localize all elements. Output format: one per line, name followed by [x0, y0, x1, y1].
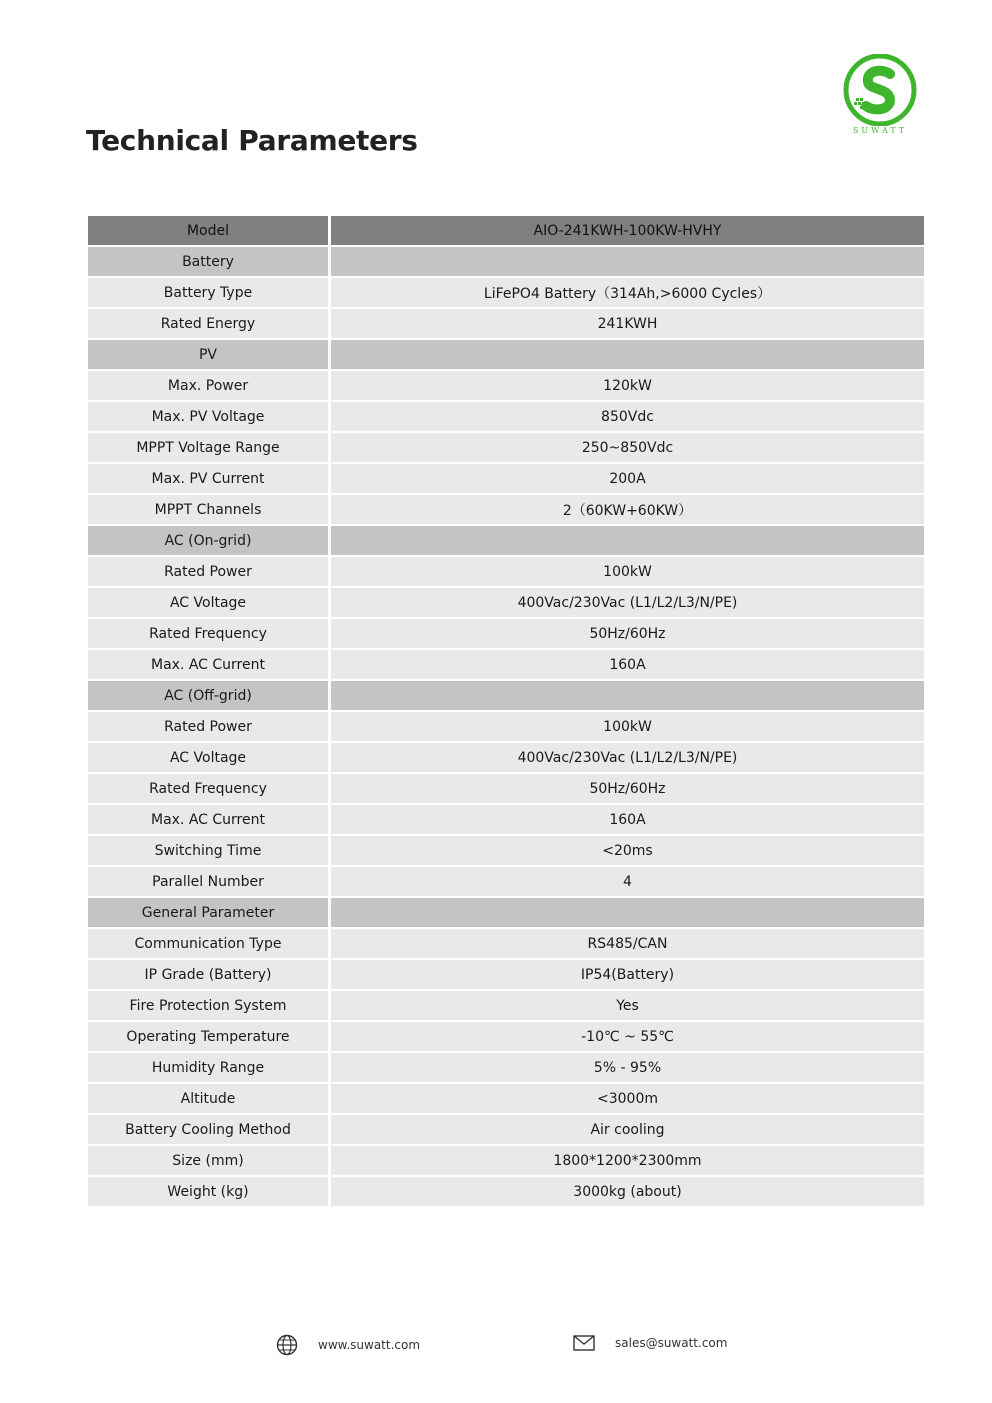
param-value: 50Hz/60Hz	[331, 619, 924, 648]
email-text[interactable]: sales@suwatt.com	[615, 1336, 728, 1350]
table-row	[88, 1084, 924, 1113]
param-label: Communication Type	[88, 929, 331, 958]
param-value: <3000m	[331, 1084, 924, 1113]
table-row	[88, 867, 924, 896]
param-label: MPPT Channels	[88, 495, 331, 524]
param-label: Altitude	[88, 1084, 331, 1113]
param-value	[331, 898, 924, 927]
table-row	[88, 1177, 924, 1206]
param-label: AC Voltage	[88, 743, 331, 772]
param-label: Switching Time	[88, 836, 331, 865]
param-label: Max. PV Current	[88, 464, 331, 493]
table-row	[88, 960, 924, 989]
table-row	[88, 743, 924, 772]
param-value	[331, 340, 924, 369]
table-row	[88, 1115, 924, 1144]
param-value: 50Hz/60Hz	[331, 774, 924, 803]
param-value: 160A	[331, 650, 924, 679]
param-value: Yes	[331, 991, 924, 1020]
param-label: Fire Protection System	[88, 991, 331, 1020]
table-row	[88, 619, 924, 648]
param-value	[331, 247, 924, 276]
param-value: 4	[331, 867, 924, 896]
param-value: 160A	[331, 805, 924, 834]
param-value: <20ms	[331, 836, 924, 865]
param-value: 3000kg (about)	[331, 1177, 924, 1206]
table-row	[88, 805, 924, 834]
table-row	[88, 1146, 924, 1175]
table-row	[88, 1022, 924, 1051]
param-label: MPPT Voltage Range	[88, 433, 331, 462]
technical-parameters-table	[88, 214, 924, 1208]
param-label: Max. Power	[88, 371, 331, 400]
param-label: PV	[88, 340, 331, 369]
table-row	[88, 433, 924, 462]
table-section-row	[88, 247, 924, 276]
globe-icon	[276, 1334, 298, 1356]
param-label: Rated Energy	[88, 309, 331, 338]
param-label: IP Grade (Battery)	[88, 960, 331, 989]
param-value: LiFePO4 Battery（314Ah,>6000 Cycles）	[331, 278, 924, 307]
table-row	[88, 309, 924, 338]
table-section-row	[88, 681, 924, 710]
param-value: 400Vac/230Vac (L1/L2/L3/N/PE)	[331, 588, 924, 617]
param-value: 200A	[331, 464, 924, 493]
footer-email	[573, 1334, 727, 1352]
param-label: Operating Temperature	[88, 1022, 331, 1051]
table-row	[88, 929, 924, 958]
table-row	[88, 1053, 924, 1082]
table-row	[88, 495, 924, 524]
param-value: 850Vdc	[331, 402, 924, 431]
table-row	[88, 650, 924, 679]
param-label: Parallel Number	[88, 867, 331, 896]
param-value: Air cooling	[331, 1115, 924, 1144]
table-row	[88, 278, 924, 307]
param-label: AC Voltage	[88, 588, 331, 617]
param-label: AC (On-grid)	[88, 526, 331, 555]
brand-logo	[838, 54, 922, 140]
table-row	[88, 712, 924, 741]
param-value: 100kW	[331, 557, 924, 586]
table-row	[88, 402, 924, 431]
envelope-icon	[573, 1334, 595, 1352]
param-value	[331, 681, 924, 710]
model-label: Model	[88, 216, 331, 245]
param-label: Weight (kg)	[88, 1177, 331, 1206]
website-text[interactable]: www.suwatt.com	[318, 1338, 421, 1352]
table-row	[88, 464, 924, 493]
footer-website	[276, 1334, 420, 1356]
param-value: 250~850Vdc	[331, 433, 924, 462]
param-value: IP54(Battery)	[331, 960, 924, 989]
param-label: Battery Type	[88, 278, 331, 307]
table-row	[88, 557, 924, 586]
param-label: Max. AC Current	[88, 805, 331, 834]
param-label: AC (Off-grid)	[88, 681, 331, 710]
param-label: Rated Power	[88, 712, 331, 741]
param-label: Rated Power	[88, 557, 331, 586]
param-value	[331, 526, 924, 555]
param-value: RS485/CAN	[331, 929, 924, 958]
model-value: AIO-241KWH-100KW-HVHY	[331, 216, 924, 245]
param-label: Max. AC Current	[88, 650, 331, 679]
param-value: 2（60KW+60KW）	[331, 495, 924, 524]
table-section-row	[88, 340, 924, 369]
table-row	[88, 774, 924, 803]
param-value: 100kW	[331, 712, 924, 741]
param-label: Humidity Range	[88, 1053, 331, 1082]
param-value: 400Vac/230Vac (L1/L2/L3/N/PE)	[331, 743, 924, 772]
param-value: 1800*1200*2300mm	[331, 1146, 924, 1175]
param-label: Rated Frequency	[88, 774, 331, 803]
param-value: -10℃ ~ 55℃	[331, 1022, 924, 1051]
table-section-row	[88, 526, 924, 555]
table-row	[88, 371, 924, 400]
page-title: Technical Parameters	[86, 124, 418, 157]
table-row	[88, 836, 924, 865]
param-value: 241KWH	[331, 309, 924, 338]
table-row	[88, 991, 924, 1020]
param-label: General Parameter	[88, 898, 331, 927]
param-value: 120kW	[331, 371, 924, 400]
param-label: Rated Frequency	[88, 619, 331, 648]
param-value: 5% - 95%	[331, 1053, 924, 1082]
table-row	[88, 588, 924, 617]
param-label: Battery Cooling Method	[88, 1115, 331, 1144]
logo-text: SUWATT	[852, 126, 908, 135]
suwatt-logo-icon	[838, 54, 922, 126]
param-label: Max. PV Voltage	[88, 402, 331, 431]
table-section-row	[88, 898, 924, 927]
param-label: Size (mm)	[88, 1146, 331, 1175]
param-label: Battery	[88, 247, 331, 276]
table-header-row	[88, 216, 924, 245]
